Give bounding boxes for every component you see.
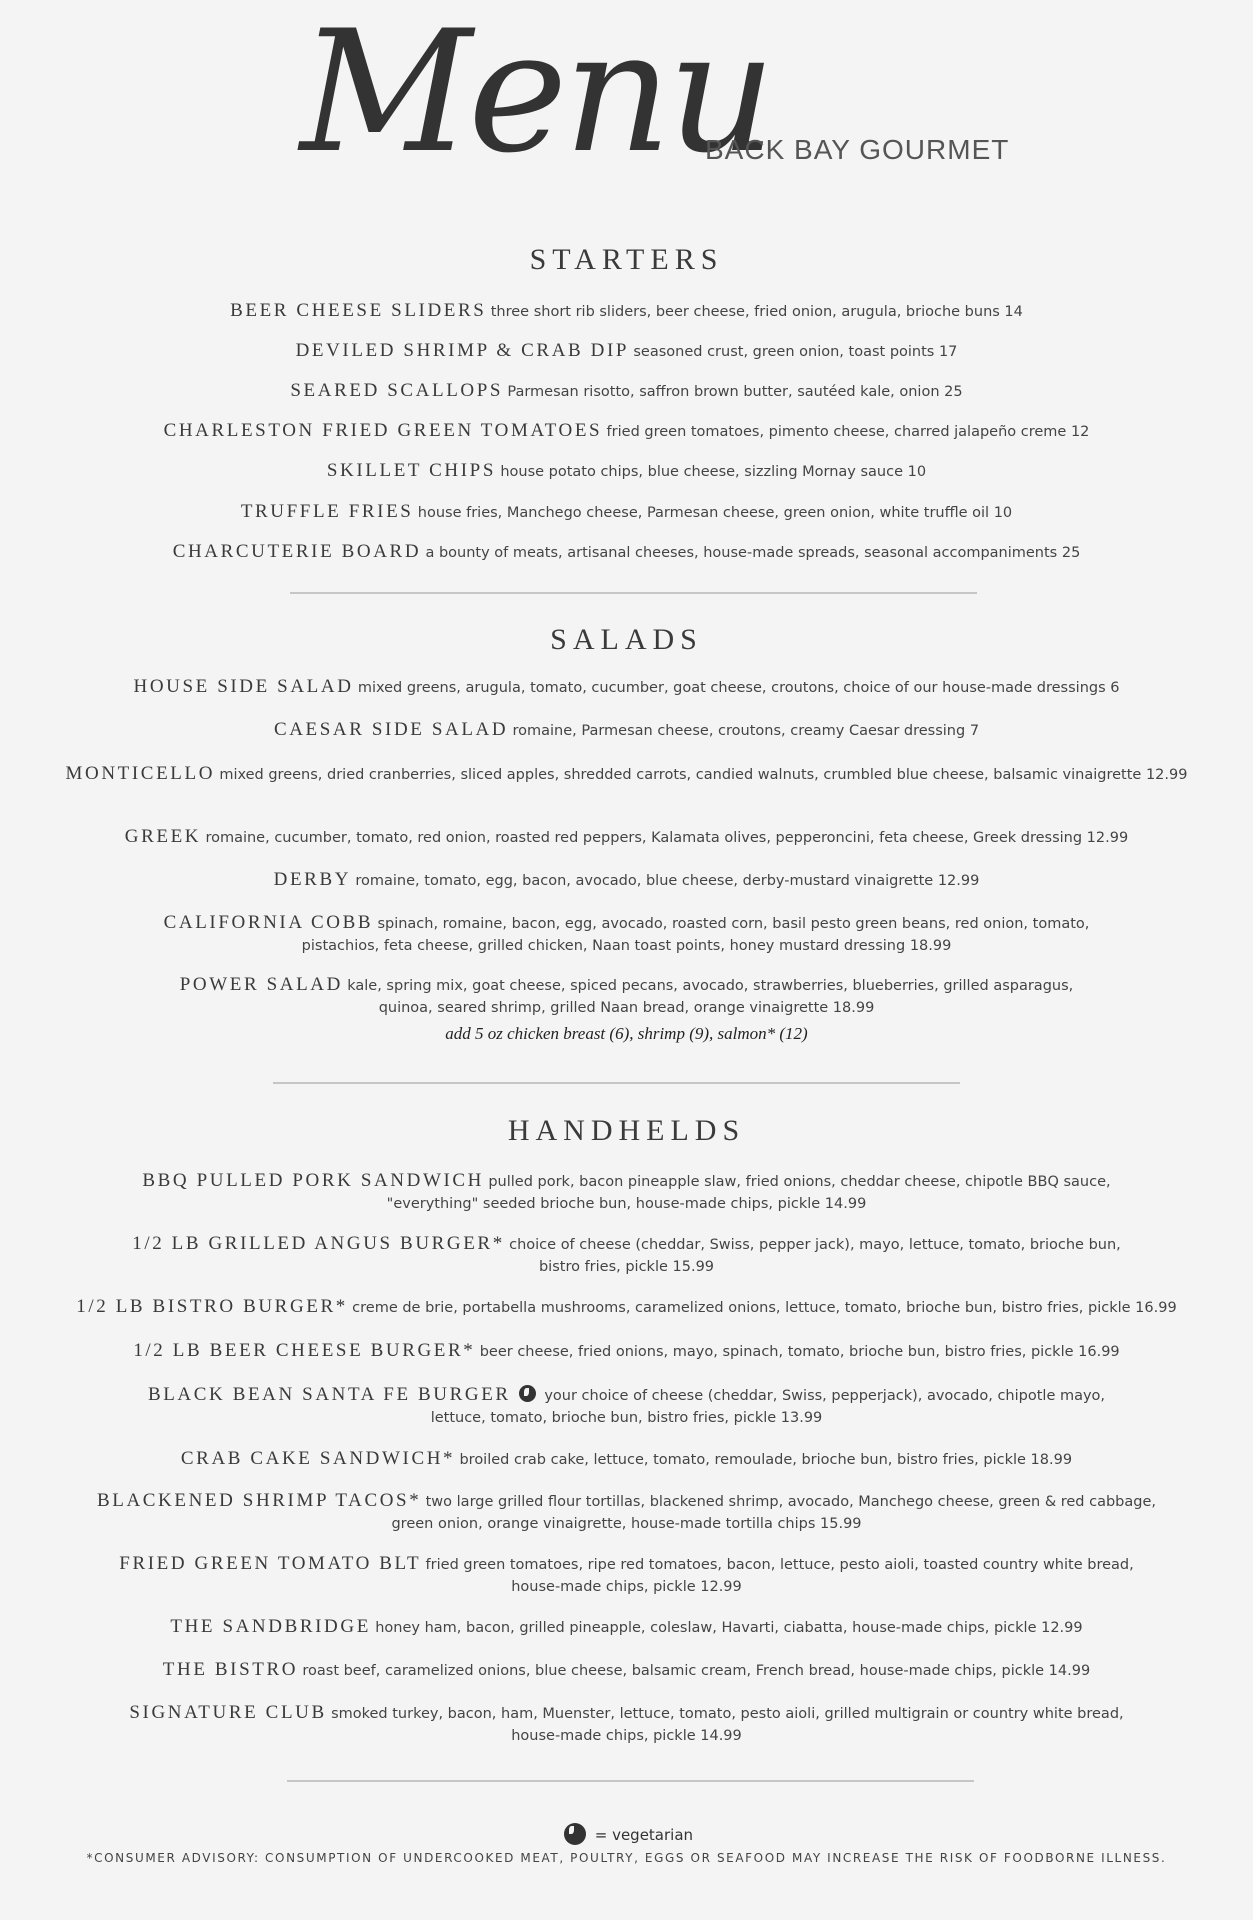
item-name: 1/2 LB GRILLED ANGUS BURGER*: [132, 1233, 505, 1254]
item-description: mixed greens, dried cranberries, sliced apples, shredded carrots, candied walnuts, crumbled blue cheese, balsamic vinaigrette 12.99: [219, 767, 1188, 783]
menu-item: [60, 912, 1193, 957]
menu-item: [60, 1448, 1193, 1471]
vegetarian-legend: [0, 1823, 1253, 1845]
item-description-cont: green onion, orange vinaigrette, house-made tortilla chips 15.99: [391, 1516, 862, 1532]
item-description: Parmesan risotto, saffron brown butter, sautéed kale, onion 25: [507, 384, 963, 400]
menu-item: [60, 340, 1193, 363]
item-name: THE BISTRO: [162, 1659, 299, 1680]
consumer-advisory: *CONSUMER ADVISORY: CONSUMPTION OF UNDERCOOKED MEAT, POULTRY, EGGS OR SEAFOOD MAY INCREASE THE RISK OF FOODBORNE ILLNESS.: [86, 1851, 1167, 1865]
item-name: TRUFFLE FRIES: [240, 501, 414, 522]
item-description: pulled pork, bacon pineapple slaw, fried onions, cheddar cheese, chipotle BBQ sauce,: [488, 1174, 1111, 1190]
item-description-cont: "everything" seeded brioche bun, house-made chips, pickle 14.99: [386, 1196, 867, 1212]
item-description: honey ham, bacon, grilled pineapple, coleslaw, Havarti, ciabatta, house-made chips, pickle 12.99: [375, 1620, 1083, 1636]
item-name: BLACKENED SHRIMP TACOS*: [96, 1490, 422, 1511]
menu-item: [60, 1659, 1193, 1682]
item-description: choice of cheese (cheddar, Swiss, pepper jack), mayo, lettuce, tomato, brioche bun,: [509, 1237, 1121, 1253]
menu-item: [40, 1296, 1213, 1319]
item-description: roast beef, caramelized onions, blue cheese, balsamic cream, French bread, house-made chips, pickle 14.99: [302, 1663, 1091, 1679]
item-description-cont: pistachios, feta cheese, grilled chicken, Naan toast points, honey mustard dressing 18.99: [301, 938, 952, 954]
menu-item: [60, 541, 1193, 564]
menu-item: [60, 300, 1193, 323]
item-description: mixed greens, arugula, tomato, cucumber, goat cheese, croutons, choice of our house-made dressings 6: [357, 680, 1120, 696]
item-name: BBQ PULLED PORK SANDWICH: [142, 1170, 485, 1191]
item-name: CHARCUTERIE BOARD: [172, 541, 422, 562]
item-name: CALIFORNIA COBB: [163, 912, 374, 933]
item-description: kale, spring mix, goat cheese, spiced pecans, avocado, strawberries, blueberries, grilled asparagus,: [347, 978, 1074, 994]
menu-item: [60, 1490, 1193, 1535]
section-divider: [273, 1082, 960, 1084]
item-description-cont: house-made chips, pickle 14.99: [511, 1728, 742, 1744]
menu-item: [60, 974, 1193, 1019]
restaurant-name: BACK BAY GOURMET: [705, 134, 1010, 165]
item-name: SIGNATURE CLUB: [129, 1702, 327, 1723]
menu-item: [60, 676, 1193, 699]
item-description: spinach, romaine, bacon, egg, avocado, roasted corn, basil pesto green beans, red onion, tomato,: [377, 916, 1090, 932]
menu-item: [40, 763, 1213, 786]
section-divider: [290, 592, 977, 594]
item-description: beer cheese, fried onions, mayo, spinach, tomato, brioche bun, bistro fries, pickle 16.99: [479, 1344, 1120, 1360]
item-description: fried green tomatoes, ripe red tomatoes, bacon, lettuce, pesto aioli, toasted country white bread,: [425, 1557, 1134, 1573]
item-description: two large grilled flour tortillas, blackened shrimp, avocado, Manchego cheese, green & red cabbage,: [425, 1494, 1157, 1510]
menu-item: [60, 501, 1193, 524]
salad-addon-note: add 5 oz chicken breast (6), shrimp (9), salmon* (12): [445, 1024, 808, 1043]
vegetarian-icon: [519, 1385, 536, 1402]
item-name: 1/2 LB BISTRO BURGER*: [76, 1296, 348, 1317]
menu-item: [60, 1616, 1193, 1639]
item-description: seasoned crust, green onion, toast points 17: [633, 344, 958, 360]
item-description: broiled crab cake, lettuce, tomato, remoulade, brioche bun, bistro fries, pickle 18.99: [459, 1452, 1073, 1468]
item-description-cont: bistro fries, pickle 15.99: [538, 1259, 715, 1275]
item-name: 1/2 LB BEER CHEESE BURGER*: [133, 1340, 476, 1361]
item-description: your choice of cheese (cheddar, Swiss, pepperjack), avocado, chipotle mayo,: [544, 1388, 1106, 1404]
menu-script-title: Menu: [300, 0, 772, 190]
item-name: DEVILED SHRIMP & CRAB DIP: [295, 340, 630, 361]
menu-item: [60, 1233, 1193, 1278]
menu-header: [0, 0, 1253, 220]
menu-item: [60, 1702, 1193, 1747]
item-description-cont: house-made chips, pickle 12.99: [511, 1579, 742, 1595]
menu-item: [60, 1170, 1193, 1215]
item-name: BEER CHEESE SLIDERS: [230, 300, 487, 321]
section-title-salads: SALADS: [550, 623, 703, 656]
item-name: FRIED GREEN TOMATO BLT: [119, 1553, 422, 1574]
item-description: smoked turkey, bacon, ham, Muenster, lettuce, tomato, pesto aioli, grilled multigrain or country white bread,: [331, 1706, 1124, 1722]
vegetarian-icon: [564, 1823, 586, 1845]
item-name: POWER SALAD: [179, 974, 343, 995]
menu-item: [60, 869, 1193, 892]
menu-item: [60, 1553, 1193, 1598]
menu-item: [60, 1340, 1193, 1363]
menu-item: [60, 826, 1193, 849]
item-description: house potato chips, blue cheese, sizzling Mornay sauce 10: [500, 464, 927, 480]
menu-item: [60, 460, 1193, 483]
item-name: DERBY: [273, 869, 352, 890]
item-description: creme de brie, portabella mushrooms, caramelized onions, lettuce, tomato, brioche bun, bistro fries, pickle 16.99: [352, 1300, 1177, 1316]
item-description-cont: quinoa, seared shrimp, grilled Naan bread, orange vinaigrette 18.99: [378, 1000, 875, 1016]
menu-item: [60, 719, 1193, 742]
item-name: CRAB CAKE SANDWICH*: [180, 1448, 456, 1469]
item-name: THE SANDBRIDGE: [170, 1616, 371, 1637]
item-description: romaine, cucumber, tomato, red onion, roasted red peppers, Kalamata olives, pepperoncini, feta cheese, Greek dressing 12.99: [205, 830, 1129, 846]
menu-item: [60, 380, 1193, 403]
menu-item: [60, 1384, 1193, 1429]
section-title-starters: STARTERS: [529, 243, 724, 276]
menu-item: [60, 420, 1193, 443]
item-name: HOUSE SIDE SALAD: [133, 676, 354, 697]
item-description-cont: lettuce, tomato, brioche bun, bistro fries, pickle 13.99: [430, 1410, 823, 1426]
section-divider: [287, 1780, 974, 1782]
section-title-handhelds: HANDHELDS: [507, 1114, 746, 1147]
item-description: house fries, Manchego cheese, Parmesan cheese, green onion, white truffle oil 10: [417, 505, 1013, 521]
item-description: a bounty of meats, artisanal cheeses, house-made spreads, seasonal accompaniments 25: [425, 545, 1081, 561]
item-name: GREEK: [124, 826, 202, 847]
item-description: romaine, tomato, egg, bacon, avocado, blue cheese, derby-mustard vinaigrette 12.99: [355, 873, 980, 889]
item-name: SKILLET CHIPS: [326, 460, 496, 481]
item-name: SEARED SCALLOPS: [290, 380, 504, 401]
item-description: three short rib sliders, beer cheese, fried onion, arugula, brioche buns 14: [490, 304, 1023, 320]
item-description: fried green tomatoes, pimento cheese, charred jalapeño creme 12: [606, 424, 1090, 440]
item-description: romaine, Parmesan cheese, croutons, creamy Caesar dressing 7: [512, 723, 980, 739]
item-name: MONTICELLO: [65, 763, 216, 784]
item-name: BLACK BEAN SANTA FE BURGER: [147, 1384, 511, 1405]
legend-text: = vegetarian: [594, 1826, 694, 1844]
item-name: CHARLESTON FRIED GREEN TOMATOES: [163, 420, 603, 441]
item-name: CAESAR SIDE SALAD: [273, 719, 509, 740]
